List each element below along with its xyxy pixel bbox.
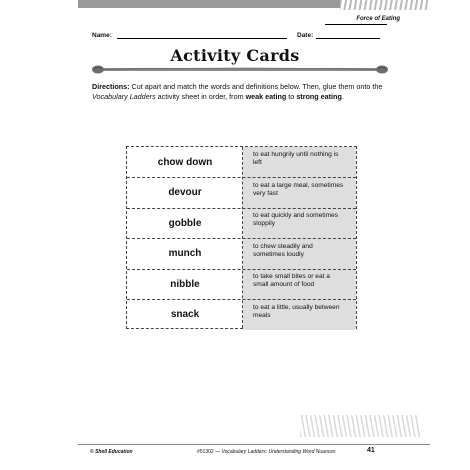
section-label-rule <box>325 24 387 25</box>
section-label: Force of Eating <box>356 16 400 22</box>
card-definition[interactable]: to take small bites or eat a small amount of food <box>243 269 356 300</box>
activity-cards-grid <box>126 146 357 329</box>
footer-book-info <box>197 449 336 455</box>
directions-text-part-1: Cut apart and match the words and definitions below. Then, glue them onto the <box>129 82 383 91</box>
directions-book-title: Vocabulary Ladders <box>92 91 156 101</box>
cut-line-vertical <box>242 147 243 328</box>
footer-book-line: — Vocabulary Ladders: Understanding Word Nuances <box>213 449 336 455</box>
top-decor-stripes <box>340 0 430 10</box>
directions-text-part-3: to <box>286 91 297 101</box>
footer-product-number: #51302 <box>197 449 214 455</box>
name-field-line[interactable] <box>117 38 287 39</box>
card-definition[interactable]: to eat hungrily until nothing is left <box>243 147 356 178</box>
card-definition[interactable]: to eat a large meal, sometimes very fast <box>243 178 356 209</box>
bottom-decor-stripes <box>300 415 420 437</box>
card-definition[interactable]: to eat a little, usually between meals <box>243 300 356 331</box>
card-word[interactable]: chow down <box>157 156 213 168</box>
card-word[interactable]: snack <box>170 309 200 321</box>
page-number: 41 <box>367 447 375 454</box>
date-field-line[interactable] <box>316 38 380 39</box>
directions-text <box>92 82 392 101</box>
directions-label: Directions: <box>92 82 130 91</box>
card-word[interactable]: devour <box>168 187 202 199</box>
footer-publisher: © Shell Education <box>90 449 133 455</box>
directions-strong: strong eating <box>296 91 342 101</box>
card-definition[interactable]: to chew steadily and sometimes loudly <box>243 239 356 270</box>
directions-weak: weak eating <box>245 91 287 101</box>
name-label: Name: <box>92 32 112 39</box>
card-word[interactable]: gobble <box>168 217 202 229</box>
directions-text-part-2: activity sheet in order, from <box>155 91 246 101</box>
date-label: Date: <box>297 32 314 39</box>
footer-rule <box>78 444 430 445</box>
card-word[interactable]: nibble <box>170 278 200 290</box>
directions-text-part-4: . <box>341 91 344 101</box>
rope-divider-icon <box>92 65 388 74</box>
card-word[interactable]: munch <box>168 248 202 260</box>
page-title: Activity Cards <box>170 46 300 65</box>
card-definition[interactable]: to eat quickly and sometimes sloppily <box>243 208 356 239</box>
